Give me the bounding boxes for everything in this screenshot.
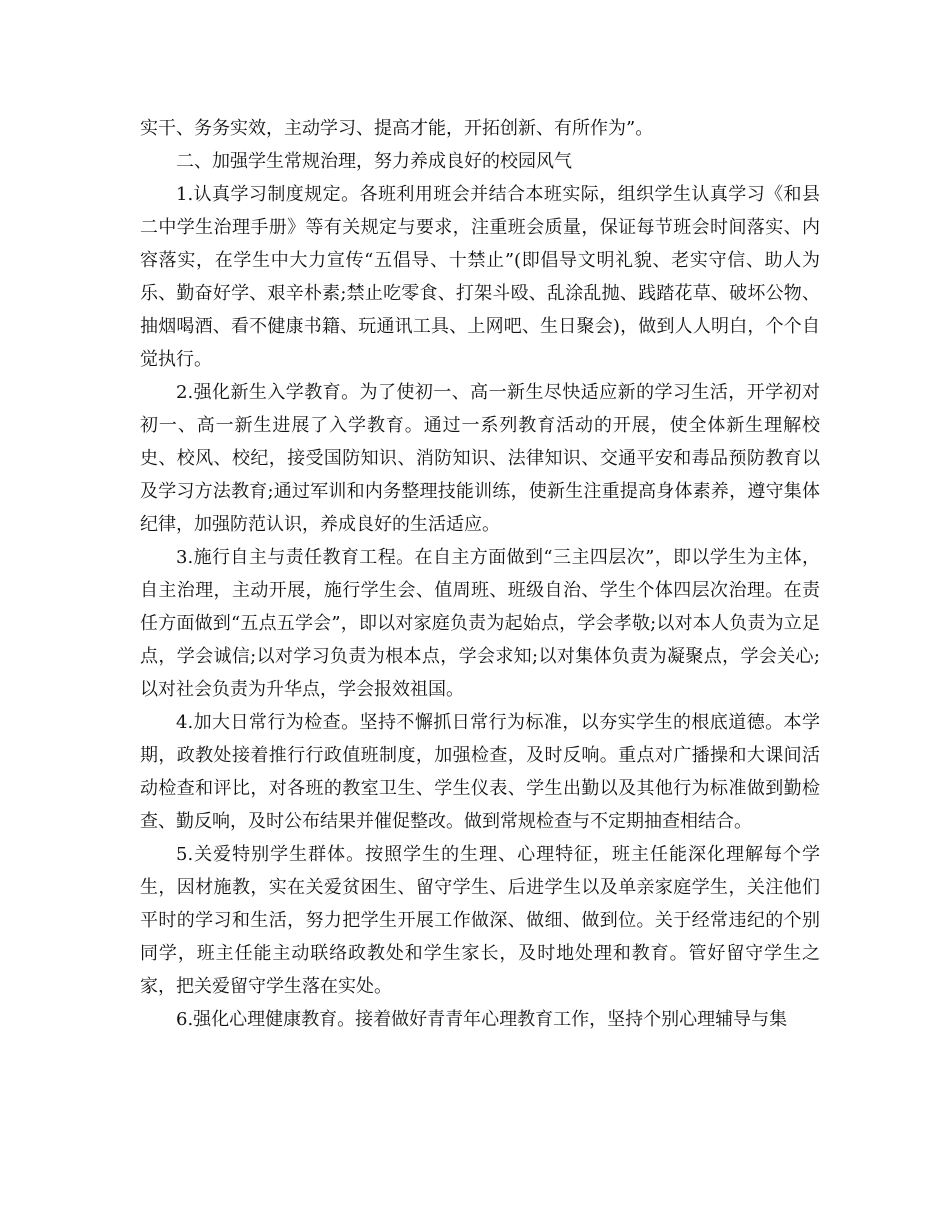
paragraph-item-6: 6.强化心理健康教育。接着做好青青年心理教育工作，坚持个别心理辅导与集 (176, 1009, 788, 1030)
paragraph-item-2: 2.强化新生入学教育。为了使初一、高一新生尽快适应新的学习生活，开学初对初一、高一新生进展了入学教育。通过一系列教育活动的开展，使全体新生理解校史、校风、校纪，接受国防知识、消防知识、法律知识、交通平安和毒品预防教育以及学习方法教育;通过军训和内务整理技能训练，使新生注重提高身体素养，遵守集体纪律，加强防范认识，养成良好的生活适应。 (140, 382, 820, 535)
paragraph-item-5: 5.关爱特别学生群体。按照学生的生理、心理特征，班主任能深化理解每个学生，因材施教，实在关爱贫困生、留守学生、后进学生以及单亲家庭学生，关注他们平时的学习和生活，努力把学生开展工作做深、做细、做到位。关于经常违纪的个别同学，班主任能主动联络政教处和学生家长，及时地处理和教育。管好留守学生之家，把关爱留守学生落在实处。 (140, 844, 820, 997)
paragraph-item-1: 1.认真学习制度规定。各班利用班会并结合本班实际，组织学生认真学习《和县二中学生治理手册》等有关规定与要求，注重班会质量，保证每节班会时间落实、内容落实，在学生中大力宣传“五倡导、十禁止”(即倡导文明礼貌、老实守信、助人为乐、勤奋好学、艰辛朴素;禁止吃零食、打架斗殴、乱涂乱抛、践踏花草、破坏公物、抽烟喝酒、看不健康书籍、玩通讯工具、上网吧、生日聚会)，做到人人明白，个个自觉执行。 (140, 184, 820, 370)
paragraph-item-3: 3.施行自主与责任教育工程。在自主方面做到“三主四层次”，即以学生为主体，自主治理，主动开展，施行学生会、值周班、班级自治、学生个体四层次治理。在责任方面做到“五点五学会”，即以对家庭负责为起始点，学会孝敬;以对本人负责为立足点，学会诚信;以对学习负责为根本点，学会求知;以对集体负责为凝聚点，学会关心;以对社会负责为升华点，学会报效祖国。 (140, 547, 820, 700)
paragraph-continuation: 实干、务务实效，主动学习、提高才能，开拓创新、有所作为”。 (140, 118, 654, 139)
paragraph-item-4: 4.加大日常行为检查。坚持不懈抓日常行为标准，以夯实学生的根底道德。本学期，政教处接着推行行政值班制度，加强检查，及时反响。重点对广播操和大课间活动检查和评比，对各班的教室卫生、学生仪表、学生出勤以及其他行为标准做到勤检查、勤反响，及时公布结果并催促整改。做到常规检查与不定期抽查相结合。 (140, 712, 820, 832)
document-page (140, 112, 820, 1036)
section-heading: 二、加强学生常规治理，努力养成良好的校园风气 (176, 151, 572, 172)
